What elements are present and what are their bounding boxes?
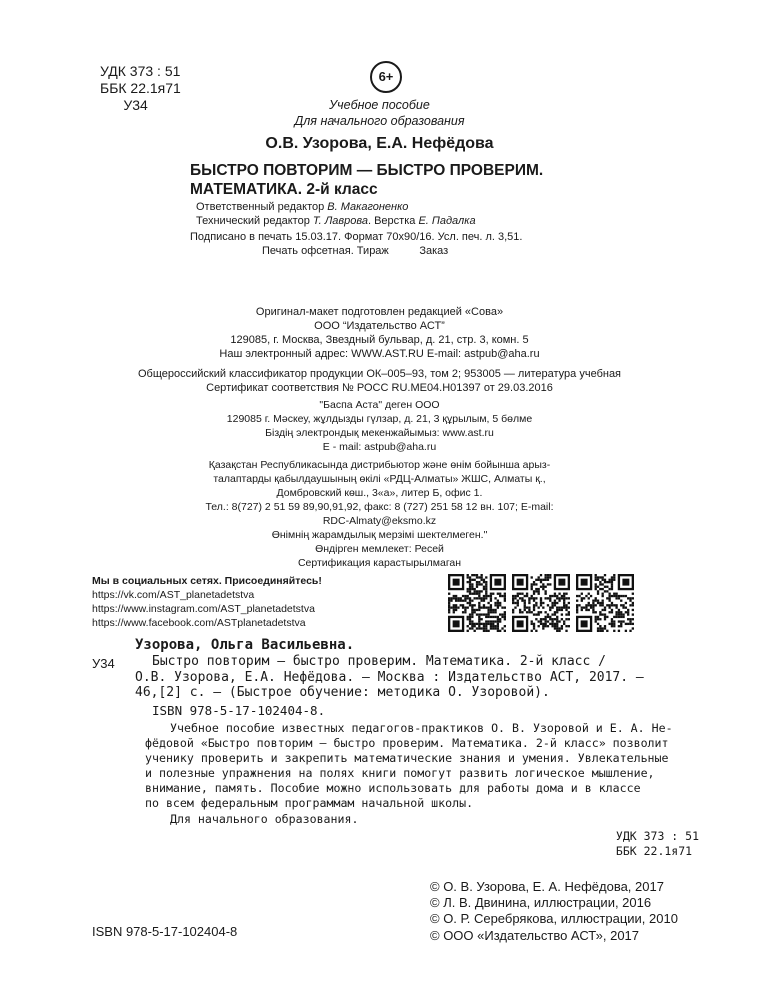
authors: О.В. Узорова, Е.А. Нефёдова xyxy=(265,135,494,152)
classifier-block xyxy=(0,367,759,395)
social-link-vk[interactable]: https://vk.com/AST_planetadetstva xyxy=(92,589,255,601)
kazakh-line: Өндірген мемлекет: Ресей xyxy=(315,543,444,555)
annotation-line: фёдовой «Быстро повторим — быстро проверим. Математика. 2-й класс» позволит xyxy=(145,736,669,751)
catalog-code: У34 xyxy=(92,656,115,671)
publisher-block xyxy=(0,305,759,361)
title-line: БЫСТРО ПОВТОРИМ — БЫСТРО ПРОВЕРИМ. xyxy=(190,162,544,179)
social-heading: Мы в социальных сетях. Присоединяйтесь! xyxy=(92,575,322,587)
annotation-line: Для начального образования. xyxy=(170,811,359,826)
copyright-block xyxy=(430,879,678,944)
kazakh-line: Біздің электрондық мекенжайымыз: www.ast.ru xyxy=(265,427,494,439)
editor-role: Технический редактор xyxy=(196,215,313,227)
social-link-facebook[interactable]: https://www.facebook.com/ASTplanetadetstva xyxy=(92,617,306,629)
annotation-line: Учебное пособие известных педагогов-практиков О. В. Узоровой и Е. А. Не- xyxy=(170,721,673,735)
bbk-line: ББК 22.1я71 xyxy=(100,80,181,96)
annotation-line: по всем федеральным программам начальной школы. xyxy=(145,796,474,811)
catalog-description-line: О.В. Узорова, Е.А. Нефёдова. — Москва : Издательство АСТ, 2017. — xyxy=(135,669,644,685)
classifier-line: Сертификат соответствия № РОСС RU.МЕ04.Н01397 от 29.03.2016 xyxy=(206,382,553,394)
social-block xyxy=(92,574,322,630)
copyright-line: © О. В. Узорова, Е. А. Нефёдова, 2017 xyxy=(430,879,664,894)
catalog-description-line: 46,[2] с. — (Быстрое обучение: методика О. Узоровой). xyxy=(135,685,550,700)
qr-code-icon[interactable] xyxy=(448,574,506,632)
classifier-line: Общероссийский классификатор продукции ОК–005–93, том 2; 953005 — литература учебная xyxy=(137,368,622,380)
age-rating-badge: 6+ xyxy=(370,61,402,93)
social-link-instagram[interactable]: https://www.instagram.com/AST_planetadetstva xyxy=(92,603,315,615)
copyright-line: © Л. В. Двинина, иллюстрации, 2016 xyxy=(430,895,652,911)
editors-block xyxy=(196,200,476,228)
kazakh-line: "Баспа Аста" деген ООО xyxy=(319,399,440,411)
catalog-author-heading: Узорова, Ольга Васильевна. xyxy=(135,637,355,653)
editor-name: Т. Лаврова xyxy=(312,215,368,227)
kazakh-line: Сертификация карастырылмаган xyxy=(297,557,462,569)
annotation-line: ученику проверить и закрепить математические знания и умения. Увлекательные xyxy=(145,751,669,766)
kazakh-line: Қазақстан Республикасында дистрибьютор және өнім бойынша арыз- xyxy=(208,459,551,471)
catalog-description xyxy=(135,654,644,701)
editor-role: Ответственный редактор xyxy=(196,201,328,213)
isbn-bottom: ISBN 978-5-17-102404-8 xyxy=(92,924,238,939)
catalog-description-line: Быстро повторим — быстро проверим. Математика. 2-й класс / xyxy=(152,654,606,669)
book-type-line: Для начального образования xyxy=(294,114,465,128)
editor-name: Е. Падалка xyxy=(418,215,476,227)
copyright-line: © О. Р. Серебрякова, иллюстрации, 2010 xyxy=(430,911,678,927)
annotation-line: и полезные упражнения на полях книги помогут развить логическое мышление, xyxy=(145,766,655,781)
print-info-line: Печать офсетная. Тираж Заказ xyxy=(262,245,449,257)
kazakh-line: Тел.: 8(727) 2 51 59 89,90,91,92, факс: 8 (727) 251 58 12 вн. 107; E-mail: xyxy=(205,501,554,513)
editor-role: . Верстка xyxy=(367,215,419,227)
editor-line xyxy=(196,214,476,228)
editor-line xyxy=(196,200,476,214)
qr-code-icon[interactable] xyxy=(576,574,634,632)
udk-line: УДК 373 : 51 xyxy=(100,63,181,79)
editor-name: В. Макагоненко xyxy=(327,201,409,213)
publisher-line: Наш электронный адрес: WWW.AST.RU E-mail: astpub@aha.ru xyxy=(219,348,540,360)
kazakh-block-1 xyxy=(0,398,759,454)
publisher-line: Оригинал-макет подготовлен редакцией «Сова» xyxy=(255,306,504,318)
kazakh-line: Домбровский көш., 3«а», литер Б, офис 1. xyxy=(276,487,483,499)
kazakh-block-2 xyxy=(0,458,759,570)
book-type-line: Учебное пособие xyxy=(329,98,430,112)
catalog-annotation xyxy=(145,721,673,827)
kazakh-line: Өнімнің жарамдылық мерзімі шектелмеген." xyxy=(271,529,488,541)
author-code: У34 xyxy=(100,97,148,113)
catalog-bbk: ББК 22.1я71 xyxy=(615,843,693,858)
book-title xyxy=(190,161,543,199)
publisher-line: ООО “Издательство АСТ” xyxy=(314,320,445,332)
title-line: МАТЕМАТИКА. 2-й класс xyxy=(190,181,378,198)
catalog-udk: УДК 373 : 51 xyxy=(615,829,699,843)
copyright-line: © ООО «Издательство АСТ», 2017 xyxy=(430,927,640,943)
annotation-line: внимание, память. Пособие можно использовать для работы дома и в классе xyxy=(145,781,641,796)
book-type xyxy=(0,97,759,129)
catalog-isbn: ISBN 978-5-17-102404-8. xyxy=(152,703,326,718)
kazakh-line: талаптарды қабылдаушының өкілі «РДЦ-Алматы» ЖШС, Алматы қ., xyxy=(213,473,546,485)
print-info-line: Подписано в печать 15.03.17. Формат 70x90/16. Усл. печ. л. 3,51. xyxy=(190,231,523,243)
kazakh-line: 129085 г. Мәскеу, жұлдызды гүлзар, д. 21, 3 құрылым, 5 бөлме xyxy=(226,413,533,425)
qr-code-icon[interactable] xyxy=(512,574,570,632)
catalog-classification xyxy=(616,829,699,858)
publisher-line: 129085, г. Москва, Звездный бульвар, д. 21, стр. 3, комн. 5 xyxy=(230,334,529,346)
kazakh-line: E - mail: astpub@aha.ru xyxy=(322,441,437,453)
print-info xyxy=(190,230,522,258)
kazakh-line: RDC-Almaty@eksmo.kz xyxy=(322,515,437,527)
